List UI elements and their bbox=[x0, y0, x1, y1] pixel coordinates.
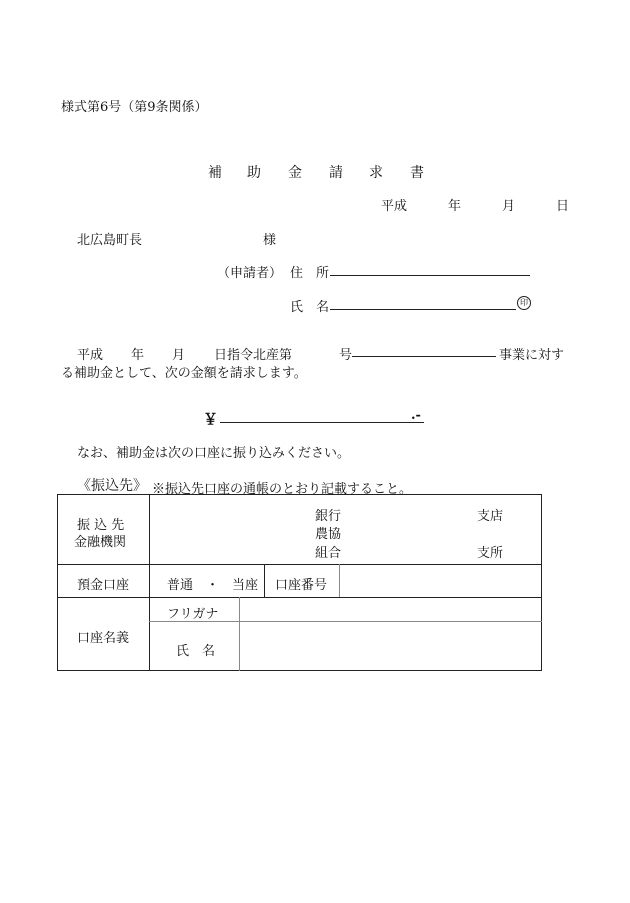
account-name-label: 口座名義 bbox=[77, 631, 130, 646]
body-era: 平成 bbox=[77, 348, 104, 363]
date-day: 日 bbox=[556, 199, 570, 214]
project-name-field[interactable] bbox=[352, 343, 496, 357]
addressee-honorific: 様 bbox=[263, 233, 277, 248]
body-year: 年 bbox=[131, 348, 145, 363]
date-era: 平成 bbox=[381, 199, 408, 214]
body-suffix: 事業に対す bbox=[499, 348, 565, 363]
address-label: 住 所 bbox=[290, 266, 330, 281]
title-char: 求 bbox=[369, 165, 383, 181]
branch-label-1: 支店 bbox=[477, 509, 504, 524]
agri-label: 農協 bbox=[315, 527, 342, 542]
date-month: 月 bbox=[502, 199, 516, 214]
deposit-label: 預金口座 bbox=[77, 578, 130, 593]
body-number: 号 bbox=[339, 348, 353, 363]
applicant-name-field[interactable] bbox=[330, 296, 516, 310]
transfer-heading: 《振込先》 bbox=[77, 478, 147, 494]
title-char: 書 bbox=[410, 165, 424, 181]
furigana-label: フリガナ bbox=[167, 607, 219, 622]
date-year: 年 bbox=[448, 199, 462, 214]
holder-name-label: 氏 名 bbox=[176, 644, 216, 659]
institution-label-1: 振 込 先 bbox=[77, 518, 125, 533]
addressee-name: 北広島町長 bbox=[77, 233, 143, 248]
body-directive: 日指令北産第 bbox=[214, 348, 293, 363]
note-text: なお、補助金は次の口座に振り込みください。 bbox=[77, 446, 351, 461]
body-line2: る補助金として、次の金額を請求します。 bbox=[61, 366, 307, 381]
seal-icon: 印 bbox=[517, 296, 531, 310]
furigana-field[interactable] bbox=[241, 599, 539, 620]
institution-label-2: 金融機関 bbox=[74, 535, 127, 550]
coop-label: 組合 bbox=[315, 546, 342, 561]
amount-field[interactable] bbox=[220, 408, 424, 423]
institution-field[interactable] bbox=[151, 496, 539, 562]
title-char: 金 bbox=[288, 165, 302, 181]
form-label: 様式第6号（第9条関係） bbox=[61, 100, 208, 115]
transfer-instruction: ※振込先口座の通帳のとおり記載すること。 bbox=[152, 482, 413, 497]
applicant-label: （申請者） bbox=[217, 266, 283, 281]
yen-symbol: ￥ bbox=[203, 410, 219, 428]
deposit-type-options[interactable]: 普通 ・ 当座 bbox=[167, 578, 259, 593]
title-char: 請 bbox=[329, 165, 343, 181]
holder-name-field[interactable] bbox=[241, 623, 539, 669]
account-number-label: 口座番号 bbox=[275, 578, 328, 593]
name-label: 氏 名 bbox=[290, 300, 330, 315]
title-char: 助 bbox=[247, 165, 261, 181]
bank-label: 銀行 bbox=[315, 509, 342, 524]
address-field[interactable] bbox=[330, 262, 530, 276]
account-number-field[interactable] bbox=[341, 566, 539, 596]
title-char: 補 bbox=[208, 165, 222, 181]
body-month: 月 bbox=[172, 348, 186, 363]
branch-label-2: 支所 bbox=[477, 546, 504, 561]
amount-suffix: .- bbox=[411, 408, 421, 423]
